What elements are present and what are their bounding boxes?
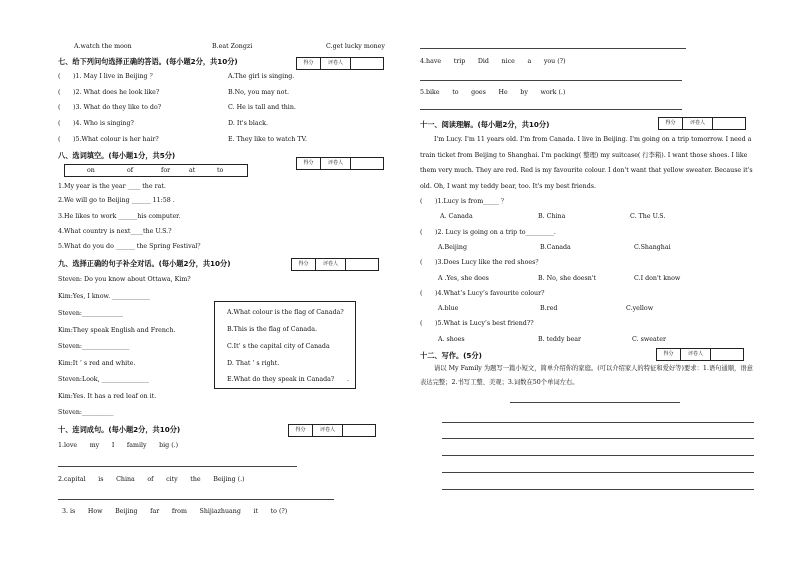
grader-label: 评卷人 — [683, 118, 713, 129]
s7-answer: E. They like to watch TV. — [228, 136, 307, 143]
section-10-title: 十、连词成句。(每小题2分，共10分) — [58, 425, 181, 434]
score-box-10 — [288, 424, 376, 437]
s8-item: 1.My year is the year ____ the rat. — [58, 183, 166, 190]
s7-answer: C. He is tall and thin. — [228, 104, 296, 111]
section-7-title: 七、给下列问句选择正确的答语。(每小题2分，共10分) — [58, 57, 238, 66]
reading-question: ( )2. Lucy is going on a trip to_________. — [420, 229, 556, 236]
reading-passage: I'm Lucy. I'm 11 years old. I'm from Canada. I live in Beijing. I'm going on a trip tomorrow. I need a train ticket from Beijing to Shanghai. I'm packing( 整理) my suitcase( 行李箱). I want those shoes. I like them very much. They are red. Red is my favourite colour. I don't want that yellow sweater. Because it's old. Oh, I want my teddy bear, too. It's my best friends. — [420, 136, 753, 190]
reading-option: A.Beijing — [438, 244, 467, 251]
s10-item: 2.capital is China of city the Beijing (.) — [58, 476, 245, 483]
reading-option: A. Canada — [440, 213, 473, 220]
s7-answer: B.No, you may not. — [228, 89, 290, 96]
score-box-12 — [656, 348, 744, 361]
score-blank[interactable] — [713, 118, 745, 129]
word-bank-item: at — [189, 167, 196, 174]
reading-option: A. shoes — [438, 336, 465, 343]
dialogue-line: Kim:They speak English and French. — [58, 327, 176, 334]
grader-label: 评卷人 — [681, 349, 711, 360]
reading-option: C.Shanghai — [634, 244, 671, 251]
score-label: 得分 — [657, 349, 681, 360]
reading-question: ( )3.Does Lucy like the red shoes？ — [420, 259, 542, 266]
grader-label: 评卷人 — [321, 158, 351, 169]
word-bank — [64, 164, 248, 177]
score-blank[interactable] — [351, 58, 383, 69]
section-11-title: 十一、阅读理解。(每小题2分，共10分) — [420, 120, 550, 129]
word-bank-item: on — [87, 167, 95, 174]
s8-item: 5.What do you do ______ the Spring Festival？ — [58, 243, 204, 250]
s8-item: 4.What country is next____the U.S.? — [58, 228, 172, 235]
reading-option: C.I don't know — [634, 275, 681, 282]
reading-option: A.blue — [438, 305, 459, 312]
s7-question: ( )2. What does he look like? — [58, 89, 160, 96]
dialogue-line: Steven:_______________ — [58, 343, 130, 350]
writing-line[interactable] — [442, 422, 754, 423]
dialogue-option: A.What colour is the flag of Canada? — [227, 309, 344, 316]
answer-line[interactable] — [420, 109, 682, 110]
s7-answer: D. It's black. — [228, 120, 268, 127]
word-bank-item: for — [161, 167, 171, 174]
answer-line[interactable] — [420, 80, 682, 81]
prev-option-a: A.watch the moon — [74, 43, 132, 50]
reading-option: B.red — [540, 305, 558, 312]
dialogue-options-box — [214, 301, 356, 389]
answer-line[interactable] — [58, 499, 334, 500]
reading-option: C. sweater — [632, 336, 666, 343]
score-label: 得分 — [292, 259, 316, 270]
reading-option: B. teddy bear — [538, 336, 582, 343]
score-label: 得分 — [297, 58, 321, 69]
dialogue-line: Steven:_____________ — [58, 310, 123, 317]
reading-option: B.Canada — [540, 244, 571, 251]
s8-item: 2.We will go to Beijing ______ 11:58 . — [58, 197, 175, 204]
section-12-title: 十二、写作。(5分) — [420, 351, 482, 360]
word-bank-item: to — [217, 167, 224, 174]
reading-option: B. No, she doesn't — [538, 275, 597, 282]
prev-option-c: C.get lucky money — [326, 43, 385, 50]
reading-question: ( )4.What’s Lucy’s favourite colour? — [420, 290, 545, 297]
score-blank[interactable] — [346, 259, 378, 270]
answer-line[interactable] — [58, 466, 297, 467]
grader-label: 评卷人 — [321, 58, 351, 69]
grader-label: 评卷人 — [316, 259, 346, 270]
dialogue-line: Steven: Do you know about Ottawa, Kim? — [58, 276, 191, 283]
writing-line[interactable] — [442, 438, 754, 439]
writing-line[interactable] — [442, 472, 754, 473]
dialogue-line: Kim:Yes, I know. ____________ — [58, 293, 150, 300]
score-box-8 — [296, 157, 384, 170]
score-label: 得分 — [289, 425, 313, 436]
grader-label: 评卷人 — [313, 425, 343, 436]
s7-question: ( )1. May I live in Beijing ？ — [58, 73, 156, 80]
writing-line[interactable] — [442, 455, 754, 456]
writing-instruction: 请以 My Family 为题写一篇小短文，简单介绍你的家庭。(可以介绍家人的特征和爱好等)要求：1.语句通顺，语意表达完整；2.书写工整、美观；3.词数在50个单词左右。 — [420, 365, 753, 386]
section-9-title: 九、选择正确的句子补全对话。(每小题2分，共10分) — [58, 259, 231, 268]
score-blank[interactable] — [351, 158, 383, 169]
s7-question: ( )4. Who is singing? — [58, 120, 134, 127]
dialogue-line: Steven:Look, _______________ — [58, 376, 149, 383]
score-box-11 — [658, 117, 746, 130]
dialogue-line: Steven:__________ — [58, 409, 114, 416]
dialogue-option: B.This is the flag of Canada. — [227, 326, 317, 333]
writing-title-line[interactable] — [510, 402, 680, 403]
score-label: 得分 — [659, 118, 683, 129]
word-bank-item: of — [127, 167, 134, 174]
dialogue-option: D. That ’ s right. — [227, 360, 280, 367]
reading-question: ( )1.Lucy is from_____ ？ — [420, 198, 508, 205]
s10-item: 1.love my I family big (.) — [58, 442, 179, 449]
reading-question: ( )5.What is Lucy’s best friend?? — [420, 320, 534, 327]
section-8-title: 八、选词填空。(每小题1分，共5分) — [58, 151, 176, 160]
score-box-7 — [296, 57, 384, 70]
answer-line[interactable] — [420, 48, 686, 49]
s7-question: ( )5.What colour is her hair? — [58, 136, 159, 143]
reading-option: A .Yes, she does — [438, 275, 489, 282]
s7-question: ( )3. What do they like to do? — [58, 104, 162, 111]
score-label: 得分 — [297, 158, 321, 169]
s7-answer: A.The girl is singing. — [228, 73, 295, 80]
score-blank[interactable] — [711, 349, 743, 360]
reading-option: C. The U.S. — [630, 213, 666, 220]
score-blank[interactable] — [343, 425, 375, 436]
score-box-9 — [291, 258, 379, 271]
prev-option-b: B.eat Zongzi — [212, 43, 253, 50]
dialogue-options-dot: . — [347, 376, 350, 383]
dialogue-line: Kim:It ’ s red and white. — [58, 360, 136, 367]
s10-item: 3. is How Beijing far from Shijiazhuang it to (?) — [62, 508, 288, 515]
s10-item: 4.have trip Did nice a you (?) — [420, 58, 566, 65]
reading-option: C.yellow — [626, 305, 654, 312]
dialogue-option: E.What do they speak in Canada? — [227, 376, 335, 383]
writing-line[interactable] — [442, 489, 754, 490]
s8-item: 3.He likes to work ______his computer. — [58, 213, 181, 220]
dialogue-option: C.It’ s the capital city of Canada — [227, 343, 330, 350]
reading-option: B. China — [538, 213, 566, 220]
s10-item: 5.bike to goes He by work (.) — [420, 89, 566, 96]
dialogue-line: Kim:Yes. It has a red leaf on it. — [58, 393, 157, 400]
